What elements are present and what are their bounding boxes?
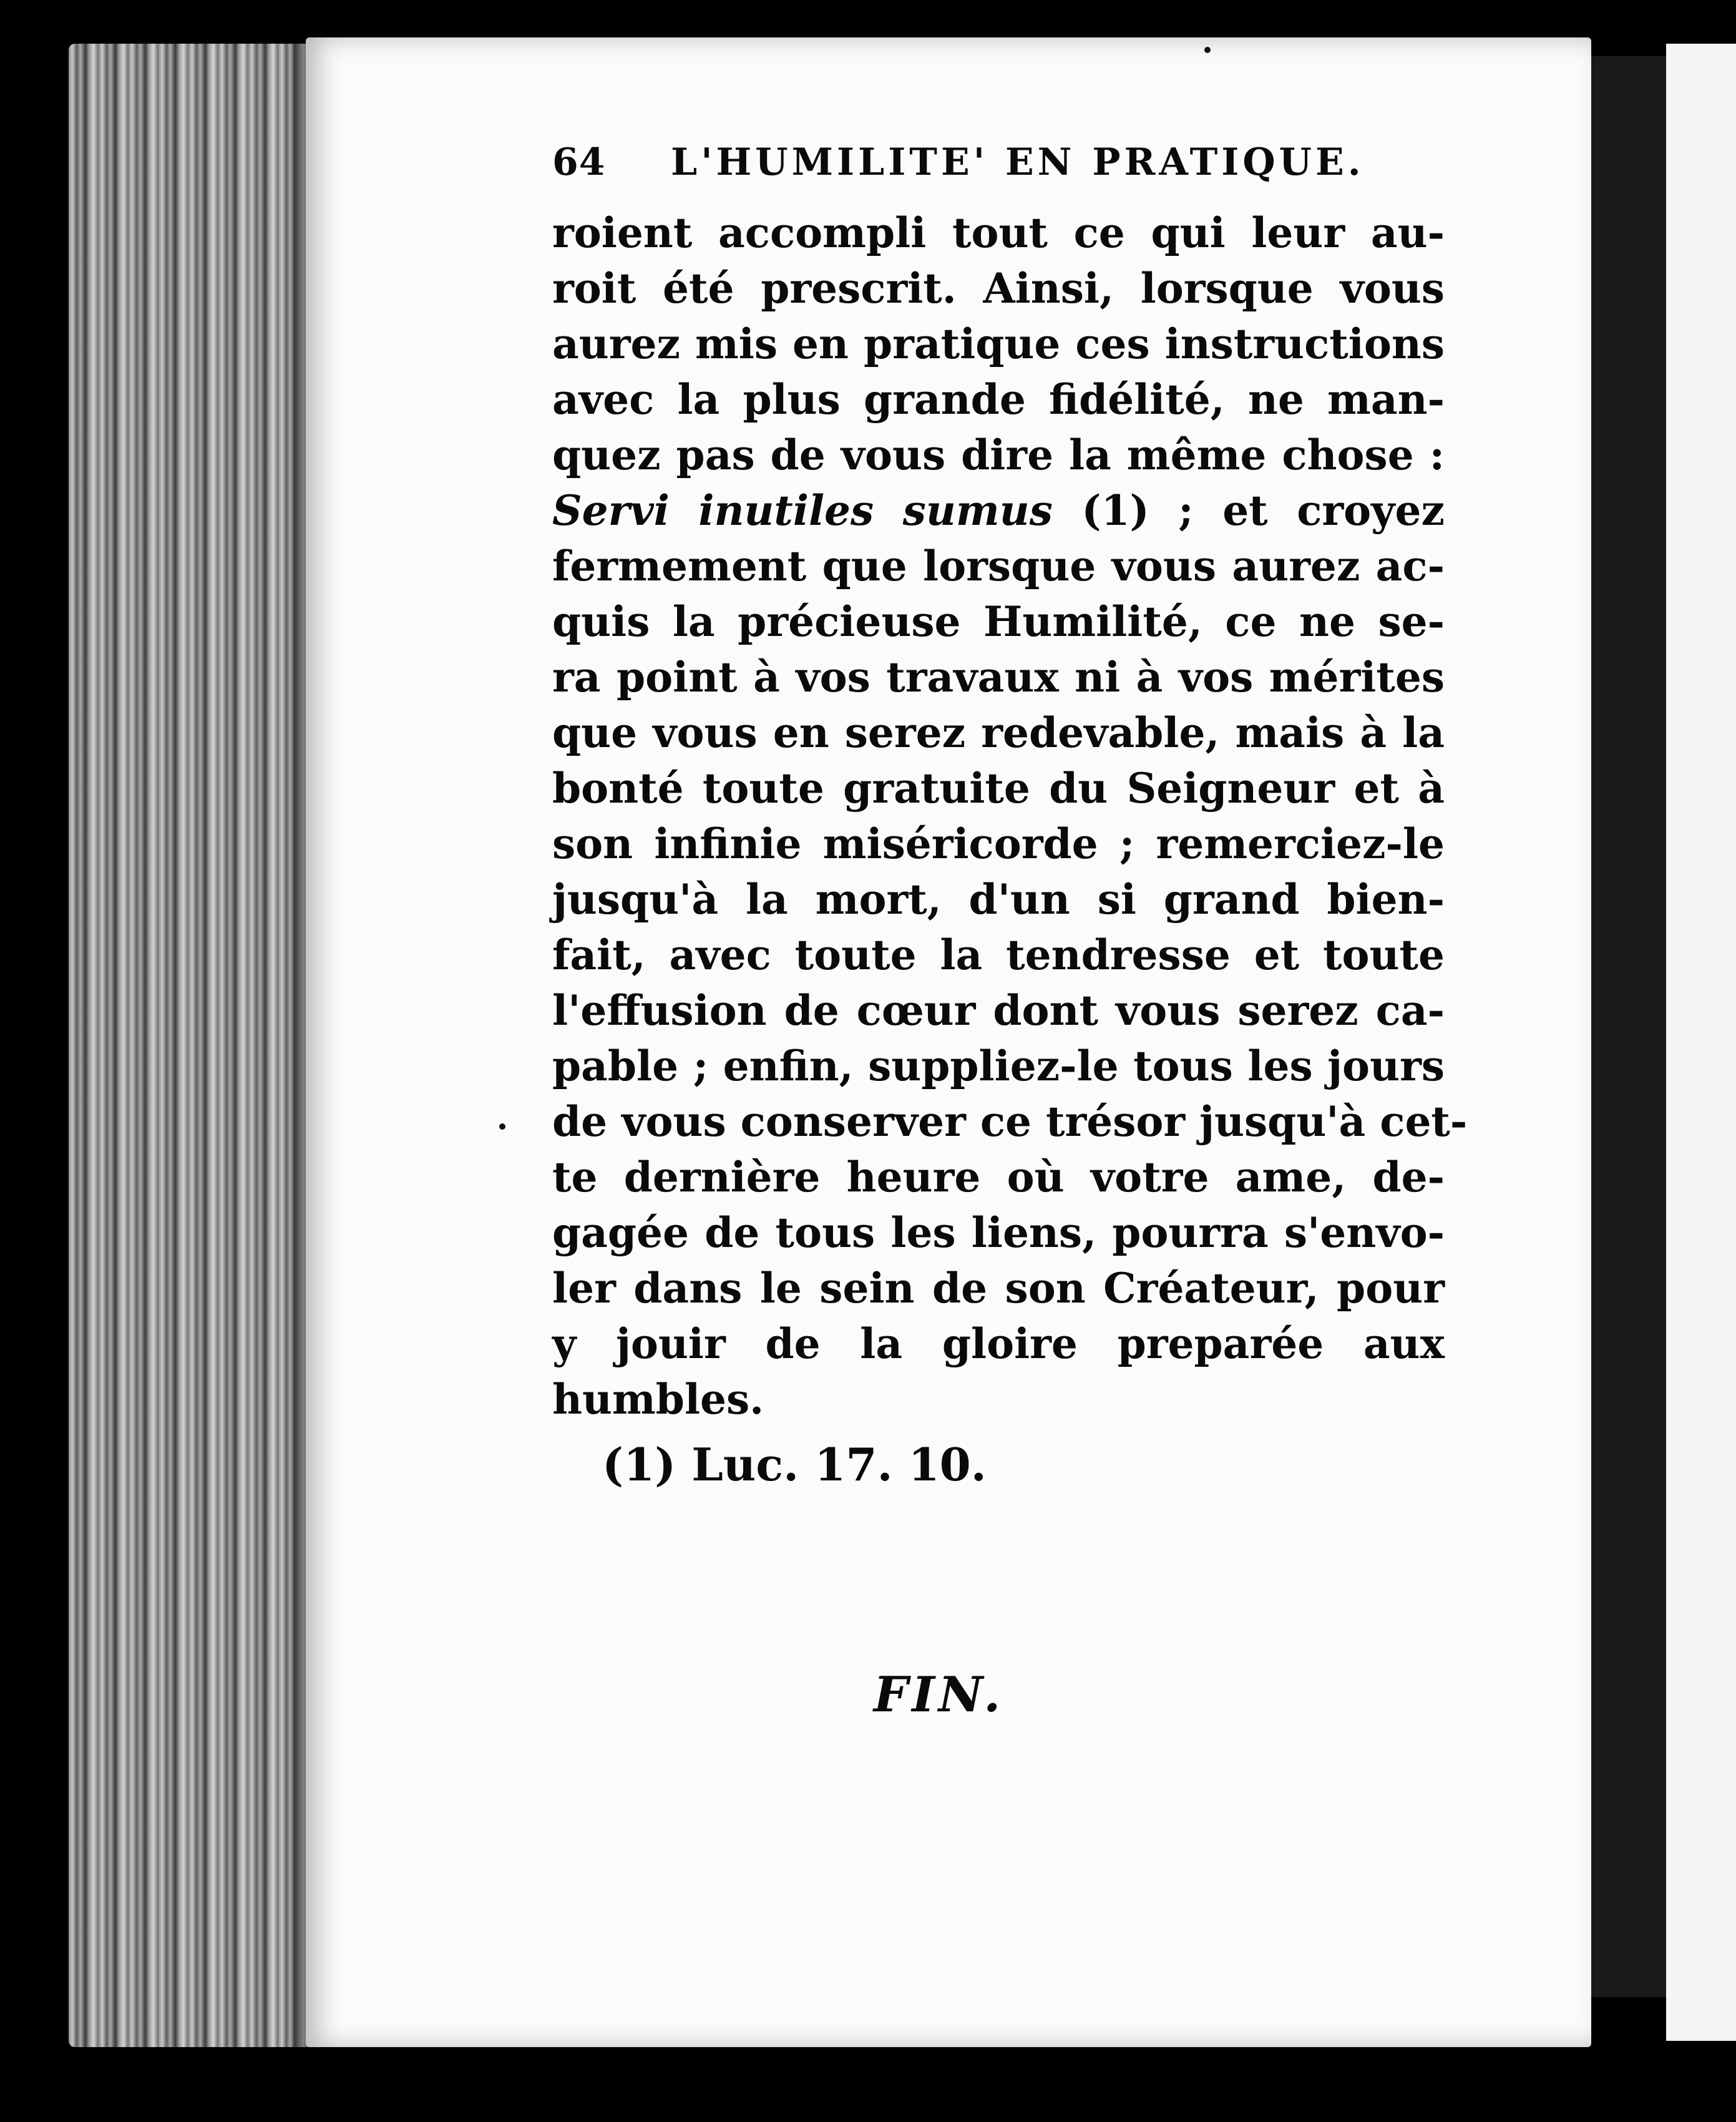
text-line: roit été prescrit. Ainsi, lorsque vous bbox=[552, 264, 1445, 313]
text-line: de vous conserver ce trésor jusqu'à cet- bbox=[552, 1097, 1468, 1146]
page-number: 64 bbox=[552, 140, 606, 184]
text-line: aurez mis en pratique ces instructions bbox=[552, 320, 1445, 368]
page-edge-dark bbox=[1591, 56, 1666, 1997]
text-line: bonté toute gratuite du Seigneur et à bbox=[552, 764, 1445, 813]
latin-quote: Servi inutiles sumus bbox=[552, 486, 1053, 535]
page-text bbox=[552, 140, 1468, 1496]
footnote: (1) Luc. 17. 10. bbox=[602, 1438, 987, 1491]
text-line: te dernière heure où votre ame, de- bbox=[552, 1153, 1445, 1201]
text-line-latin bbox=[552, 483, 1445, 539]
text-line: ra point à vos travaux ni à vos mérites bbox=[552, 653, 1445, 702]
book-spine bbox=[69, 44, 331, 2047]
text-line: quez pas de vous dire la même chose : bbox=[552, 431, 1445, 479]
body-text bbox=[552, 205, 1468, 1427]
text-line: gagée de tous les liens, pourra s'envo- bbox=[552, 1208, 1445, 1257]
page-header bbox=[552, 140, 1445, 184]
ink-speck bbox=[499, 1123, 505, 1130]
text-line: humbles. bbox=[552, 1375, 764, 1424]
text-line: son infinie miséricorde ; remerciez-le bbox=[552, 819, 1445, 868]
next-page-edge bbox=[1666, 44, 1736, 2041]
text-line: fait, avec toute la tendresse et toute bbox=[552, 931, 1445, 979]
text-line: roient accompli tout ce qui leur au- bbox=[552, 208, 1445, 257]
ink-speck bbox=[1204, 47, 1211, 53]
text-line: l'effusion de cœur dont vous serez ca- bbox=[552, 986, 1445, 1035]
end-mark: FIN. bbox=[874, 1666, 1005, 1723]
text-line: ler dans le sein de son Créateur, pour bbox=[552, 1264, 1445, 1313]
text-line: jusqu'à la mort, d'un si grand bien- bbox=[552, 875, 1445, 924]
text-line: fermement que lorsque vous aurez ac- bbox=[552, 542, 1445, 590]
text-line: quis la précieuse Humilité, ce ne se- bbox=[552, 597, 1445, 646]
text-line: y jouir de la gloire preparée aux bbox=[552, 1319, 1445, 1368]
text-line: que vous en serez redevable, mais à la bbox=[552, 708, 1445, 757]
latin-quote-rest: (1) ; et croyez bbox=[1052, 486, 1445, 535]
text-line: avec la plus grande fidélité, ne man- bbox=[552, 375, 1445, 424]
running-title: L'HUMILITE' EN PRATIQUE. bbox=[671, 140, 1365, 184]
text-line: pable ; enfin, suppliez-le tous les jours bbox=[552, 1042, 1445, 1090]
